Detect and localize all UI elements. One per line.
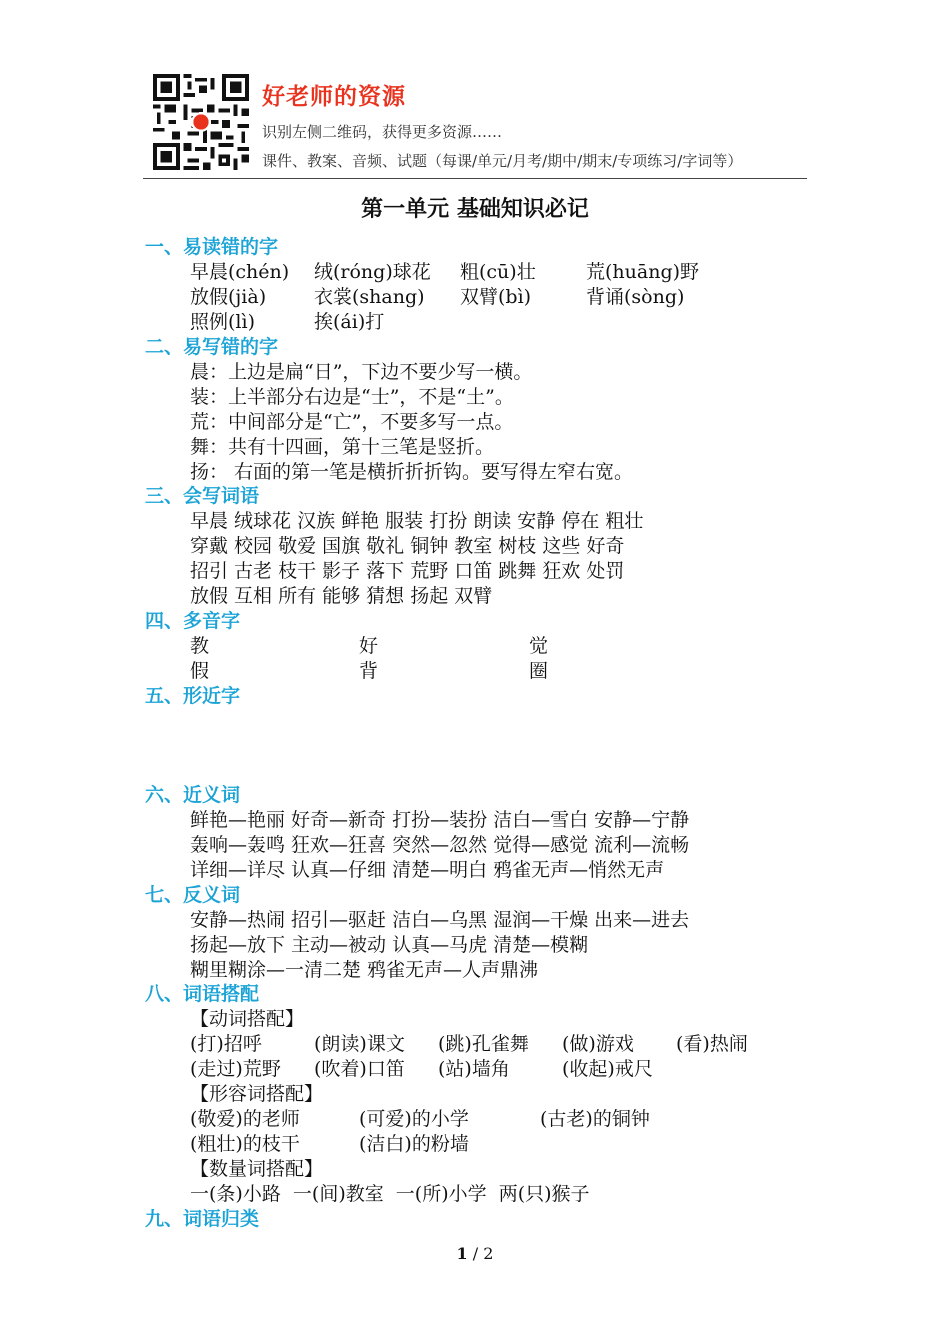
antonym-line: 安静—热闹 招引—驱赶 洁白—乌黑 湿润—干燥 出来—进去: [190, 909, 690, 931]
section-heading-misread: 一、易读错的字: [145, 236, 279, 258]
synonym-line: 详细—详尽 认真—仔细 清楚—明白 鸦雀无声—悄然无声: [190, 859, 665, 881]
antonym-line: 扬起—放下 主动—被动 认真—马虎 清楚—模糊: [190, 934, 589, 956]
header-divider: [143, 178, 807, 179]
section-heading-antonyms: 七、反义词: [145, 884, 241, 906]
polyphone-char: 圈: [529, 660, 549, 682]
collocation-item: (古老)的铜钟: [540, 1108, 650, 1130]
subheading-verb: 【动词搭配】: [190, 1008, 305, 1030]
page-number: [0, 1244, 950, 1263]
collocation-item: (朗读)课文: [314, 1033, 405, 1055]
subheading-measure: 【数量词搭配】: [190, 1158, 324, 1180]
pinyin-word: 背诵(sòng): [586, 286, 685, 308]
polyphone-char: 教: [190, 635, 210, 657]
collocation-item: (洁白)的粉墙: [359, 1133, 469, 1155]
polyphone-char: 觉: [529, 635, 549, 657]
section-heading-collocations: 八、词语搭配: [145, 983, 260, 1005]
writing-tip: 荒：中间部分是“亡”，不要多写一点。: [190, 411, 514, 433]
writing-tip: 扬： 右面的第一笔是横折折折钩。要写得左窄右宽。: [190, 461, 634, 483]
pinyin-word: 照例(lì): [190, 311, 255, 333]
pinyin-word: 早晨(chén): [190, 261, 290, 283]
section-heading-classification: 九、词语归类: [145, 1208, 260, 1230]
collocation-item: (可爱)的小学: [359, 1108, 469, 1130]
collocation-item: (跳)孔雀舞: [438, 1033, 529, 1055]
collocation-item: (走过)荒野: [190, 1058, 281, 1080]
synonym-line: 鲜艳—艳丽 好奇—新奇 打扮—装扮 洁白—雪白 安静—宁静: [190, 809, 690, 831]
antonym-line: 糊里糊涂—一清二楚 鸦雀无声—人声鼎沸: [190, 959, 539, 981]
polyphone-char: 好: [359, 635, 379, 657]
pinyin-word: 荒(huāng)野: [586, 261, 700, 283]
word-list-line: 穿戴 校园 敬爱 国旗 敬礼 铜钟 教室 树枝 这些 好奇: [190, 535, 625, 557]
word-list-line: 早晨 绒球花 汉族 鲜艳 服装 打扮 朗读 安静 停在 粗壮: [190, 510, 644, 532]
qr-code-image: [153, 74, 249, 170]
word-list-line: 放假 互相 所有 能够 猜想 扬起 双臂: [190, 585, 493, 607]
qr-hint-text: 识别左侧二维码，获得更多资源……: [262, 123, 503, 141]
page-title: 第一单元 基础知识必记: [361, 196, 589, 222]
pinyin-word: 挨(ái)打: [314, 311, 385, 333]
collocation-item: (粗壮)的枝干: [190, 1133, 300, 1155]
section-heading-synonyms: 六、近义词: [145, 784, 241, 806]
pinyin-word: 放假(jià): [190, 286, 267, 308]
polyphone-char: 背: [359, 660, 379, 682]
section-heading-miswritten: 二、易写错的字: [145, 336, 279, 358]
synonym-line: 轰响—轰鸣 狂欢—狂喜 突然—忽然 觉得—感觉 流利—流畅: [190, 834, 690, 856]
page-total: / 2: [467, 1244, 494, 1263]
subheading-adjective: 【形容词搭配】: [190, 1083, 324, 1105]
pinyin-word: 粗(cū)壮: [460, 261, 536, 283]
collocation-item: (收起)戒尺: [562, 1058, 653, 1080]
collocation-item: (打)招呼: [190, 1033, 262, 1055]
brand-title: 好老师的资源: [262, 84, 406, 110]
writing-tip: 舞：共有十四画，第十三笔是竖折。: [190, 436, 495, 458]
pinyin-word: 双臂(bì): [460, 286, 532, 308]
polyphone-char: 假: [190, 660, 210, 682]
resource-types-text: 课件、教案、音频、试题（每课/单元/月考/期中/期末/专项练习/字词等）: [262, 152, 743, 170]
collocation-item: (看)热闹: [676, 1033, 748, 1055]
writing-tip: 晨：上边是扁“日”，下边不要少写一横。: [190, 361, 533, 383]
collocation-item: (站)墙角: [438, 1058, 510, 1080]
writing-tip: 装：上半部分右边是“士”，不是“土”。: [190, 386, 514, 408]
collocation-item: (吹着)口笛: [314, 1058, 405, 1080]
pinyin-word: 绒(róng)球花: [314, 261, 431, 283]
page-current: 1: [456, 1244, 468, 1263]
word-list-line: 招引 古老 枝干 影子 落下 荒野 口笛 跳舞 狂欢 处罚: [190, 560, 625, 582]
pinyin-word: 衣裳(shang): [314, 286, 425, 308]
section-heading-similar-chars: 五、形近字: [145, 685, 241, 707]
measure-word-line: 一(条)小路 一(间)教室 一(所)小学 两(只)猴子: [190, 1183, 590, 1205]
section-heading-writable-words: 三、会写词语: [145, 485, 260, 507]
section-heading-polyphones: 四、多音字: [145, 610, 241, 632]
collocation-item: (做)游戏: [562, 1033, 634, 1055]
collocation-item: (敬爱)的老师: [190, 1108, 300, 1130]
